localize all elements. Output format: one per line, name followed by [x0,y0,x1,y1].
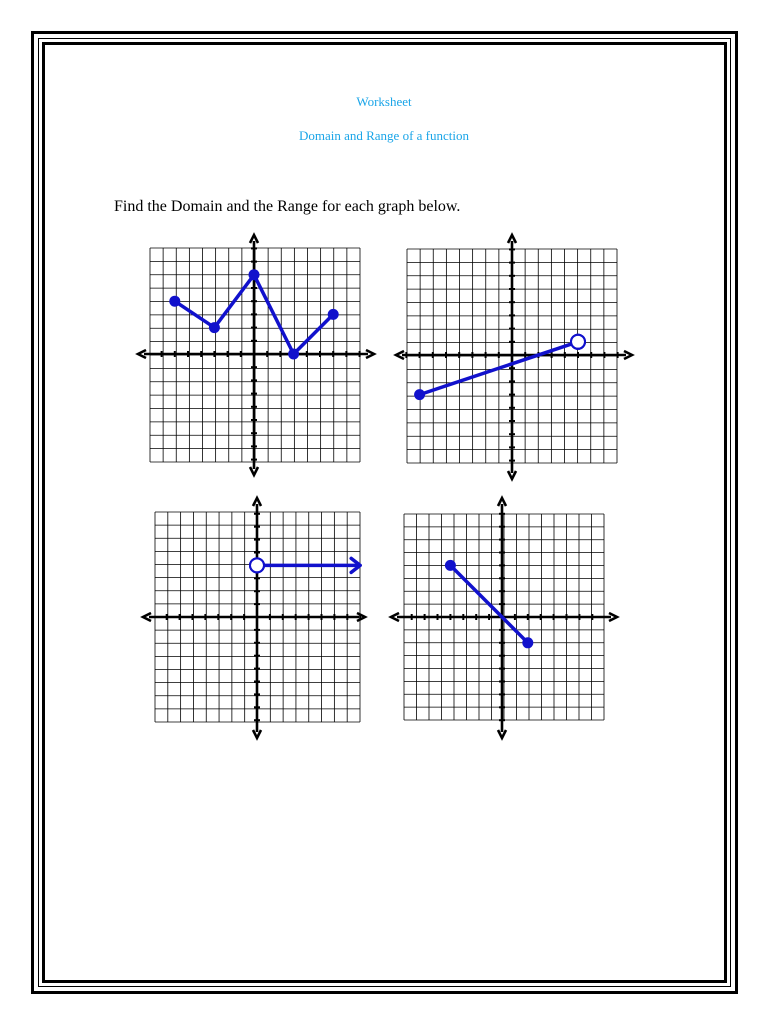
worksheet-title: Worksheet [356,94,412,109]
closed-point [209,322,220,333]
closed-point [288,349,299,360]
graph-2 [394,233,634,481]
axes [143,498,365,738]
graph-4 [389,496,619,740]
axes [396,235,632,479]
closed-point [328,309,339,320]
closed-point [522,637,533,648]
instruction-text: Find the Domain and the Range for each graph below. [114,198,461,215]
closed-point [445,560,456,571]
worksheet-subtitle: Domain and Range of a function [298,128,470,143]
graph-1 [136,233,376,477]
closed-point [169,296,180,307]
graph-3 [141,496,367,740]
closed-point [249,269,260,280]
closed-point [414,389,425,400]
